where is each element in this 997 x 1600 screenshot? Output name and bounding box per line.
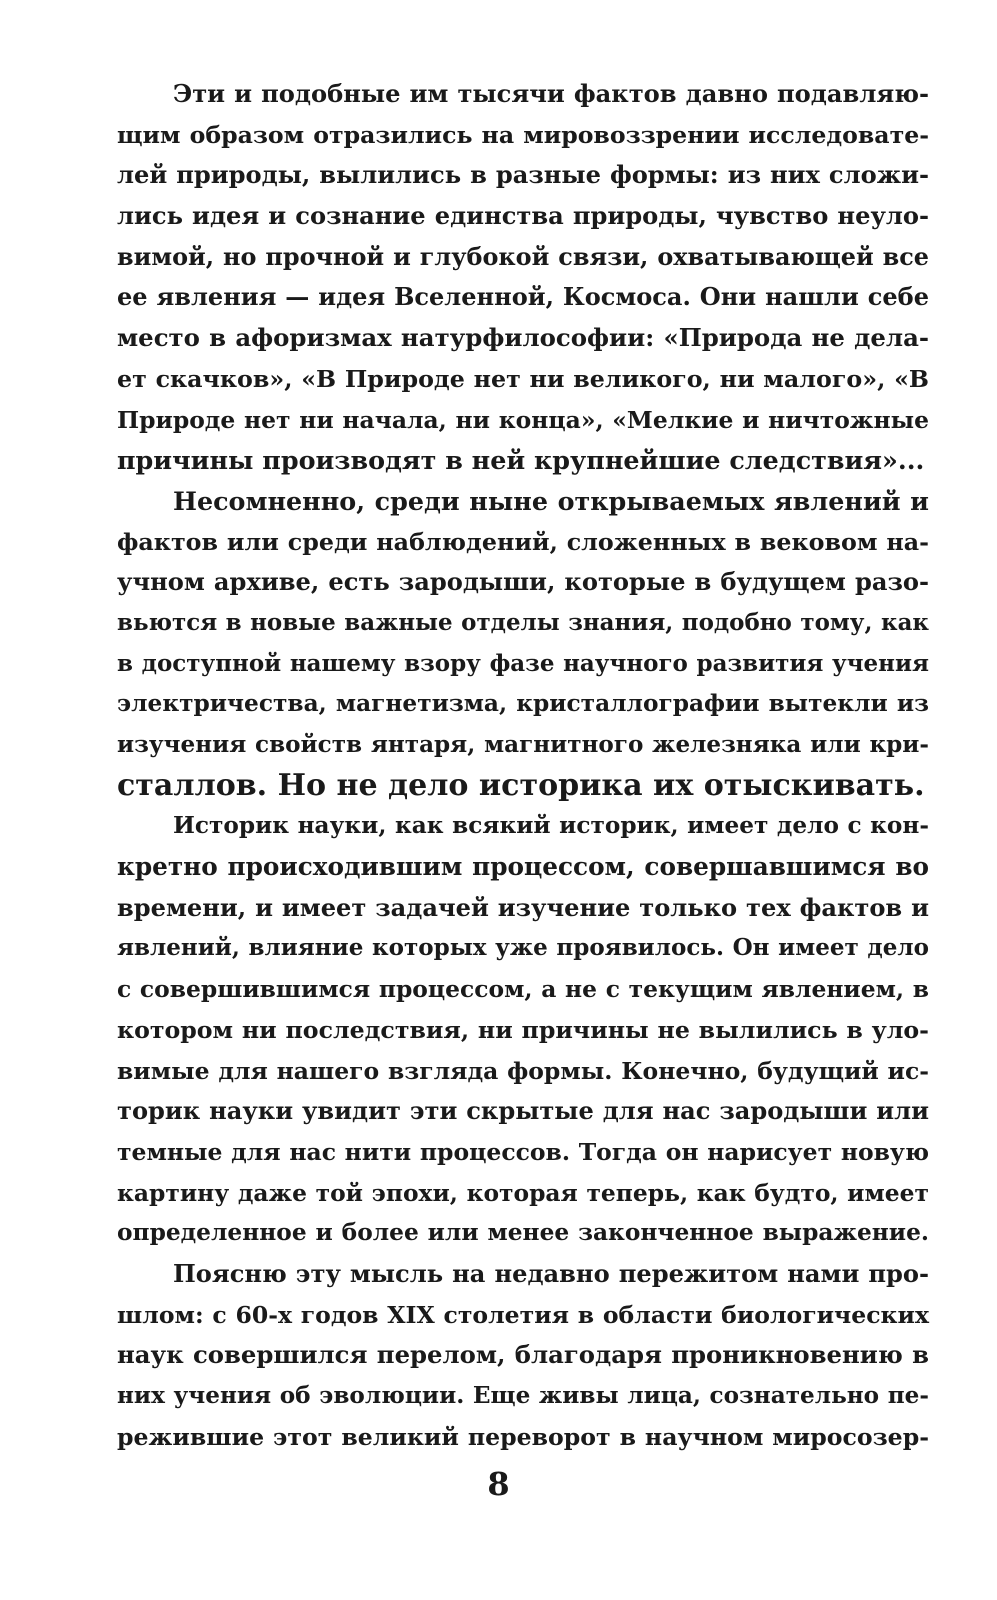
text-line: в доступной нашему взору фазе научного развития учения [117, 649, 929, 677]
text-line: с совершившимся процессом, а не с текущим явлением, в [117, 975, 929, 1004]
text-line: определенное и более или менее законченное выражение. [117, 1219, 929, 1247]
text-line: наук совершился перелом, благодаря проникновению в [117, 1340, 929, 1370]
text-line: причины производят в ней крупнейшие следствия»... [117, 445, 925, 476]
text-line: ее явления — идея Вселенной, Космоса. Они нашли себе [117, 282, 929, 312]
text-line: Эти и подобные им тысячи фактов давно подавляю- [173, 79, 929, 108]
text-line: котором ни последствия, ни причины не вылились в уло- [117, 1015, 929, 1044]
text-line: щим образом отразились на мировоззрении исследовате- [117, 120, 929, 149]
text-line: вьются в новые важные отделы знания, подобно тому, как [117, 608, 929, 636]
text-line: торик науки увидит эти скрытые для нас зародыши или [117, 1096, 929, 1126]
text-line: учном архиве, есть зародыши, которые в будущем разо- [117, 567, 929, 597]
text-line: вимой, но прочной и глубокой связи, охватывающей все [117, 242, 929, 271]
text-line: ет скачков», «В Природе нет ни великого, ни малого», «В [117, 364, 929, 393]
text-line: изучения свойств янтаря, магнитного железняка или кри- [117, 731, 929, 758]
text-line: Поясню эту мысль на недавно пережитом нами про- [173, 1258, 929, 1288]
text-line: Историк науки, как всякий историк, имеет дело с кон- [173, 812, 929, 840]
paragraph-1 [117, 74, 929, 481]
text-line: времени, и имеет задачей изучение только тех фактов и [117, 892, 929, 922]
text-line: фактов или среди наблюдений, сложенных в вековом на- [117, 527, 929, 556]
paragraph-3 [117, 806, 929, 1254]
text-line: темные для нас нити процессов. Тогда он нарисует новую [117, 1137, 929, 1166]
text-line: место в афоризмах натурфилософии: «Природа не дела- [117, 323, 929, 353]
text-line: кретно происходившим процессом, совершавшимся во [117, 852, 929, 882]
text-line: Несомненно, среди ныне открываемых явлений и [173, 485, 929, 516]
text-line: Природе нет ни начала, ни конца», «Мелкие и ничтожные [117, 405, 929, 434]
text-line: электричества, магнетизма, кристаллографии вытекли из [117, 690, 929, 718]
text-line: вимые для нашего взгляда формы. Конечно, будущий ис- [117, 1056, 929, 1085]
text-line: явлений, влияние которых уже проявилось. Он имеет дело [117, 934, 929, 962]
text-line: лей природы, вылились в разные формы: из них сложи- [117, 160, 929, 190]
text-line: картину даже той эпохи, которая теперь, как будто, имеет [117, 1178, 929, 1207]
text-line: режившие этот великий переворот в научном миросозер- [117, 1422, 929, 1451]
text-line: шлом: с 60-х годов XIX столетия в области биологических [117, 1300, 929, 1329]
text-line: сталлов. Но не дело историка их отыскивать. [117, 767, 925, 803]
paragraph-4 [117, 1254, 929, 1457]
body-text [117, 74, 929, 1457]
page-number: 8 [487, 1465, 510, 1503]
text-line: них учения об эволюции. Еще живы лица, сознательно пе- [117, 1382, 929, 1409]
text-line: лись идея и сознание единства природы, чувство неуло- [117, 201, 929, 231]
paragraph-2 [117, 481, 929, 807]
